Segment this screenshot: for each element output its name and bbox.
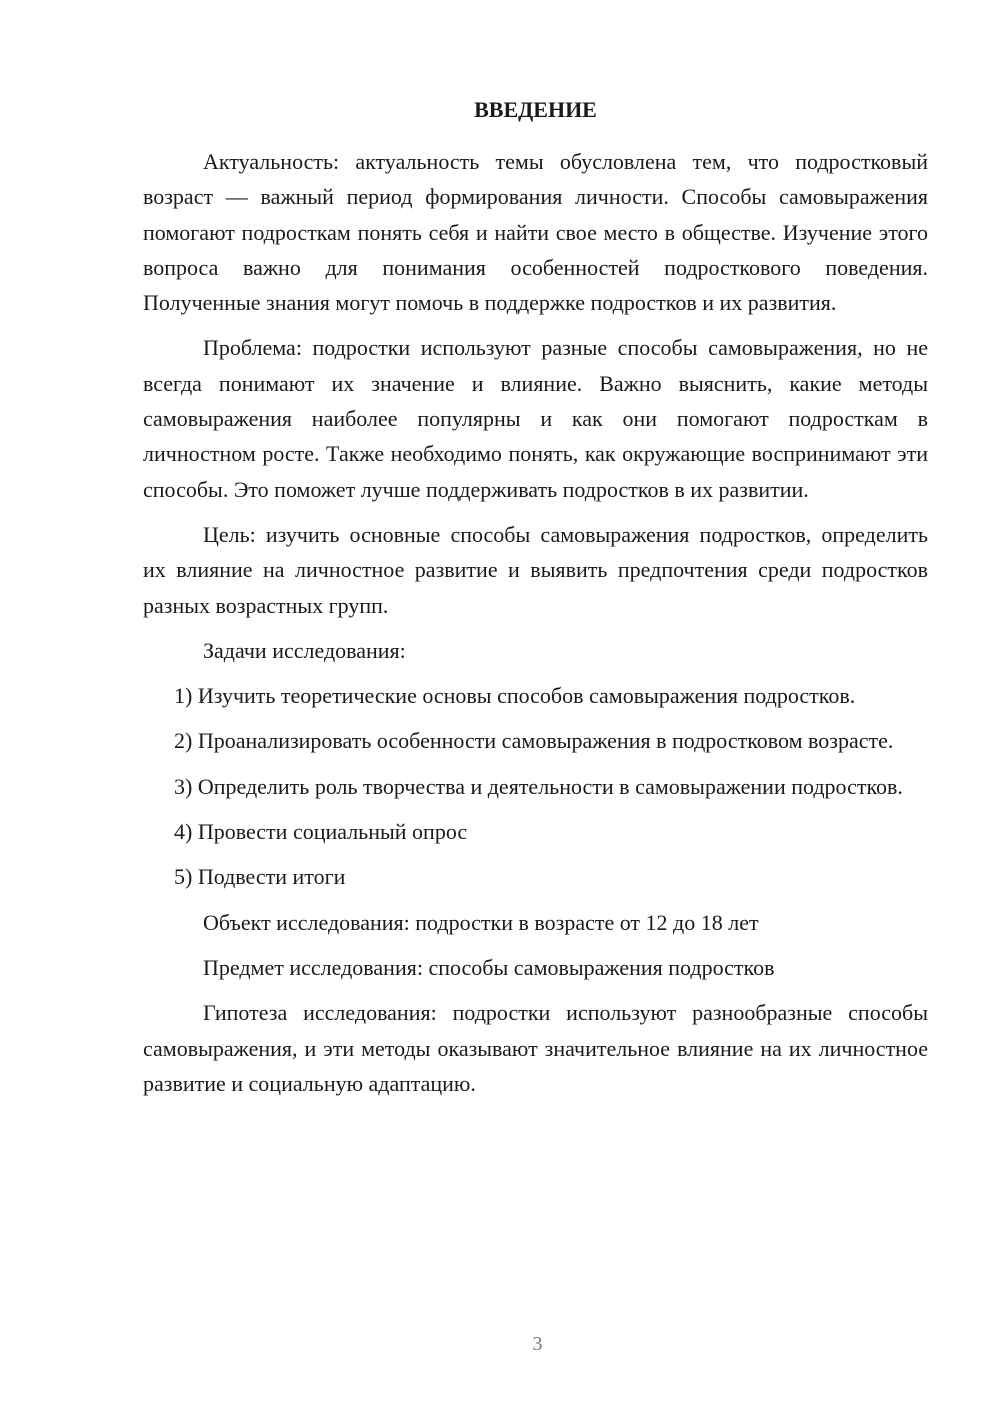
task-item-1: 1) Изучить теоретические основы способов самовыражения подростков. [174,683,856,709]
task-item-4: 4) Провести социальный опрос [174,819,468,845]
problem-paragraph: Проблема: подростки используют разные способы самовыражения, но не всегда понимают их значение и влияние. Важно выяснить, какие методы самовыражения наиболее популярны и как они помогают подросткам в личностном росте. Также необходимо понять, как окружающие воспринимают эти способы. Это поможет лучше поддерживать подростков в их развитии. [143,335,928,502]
subject-paragraph: Предмет исследования: способы самовыражения подростков [203,954,775,980]
hypothesis-paragraph: Гипотеза исследования: подростки используют разнообразные способы самовыражения, и эти методы оказывают значительное влияние на их личностное развитие и социальную адаптацию. [143,1000,928,1096]
page-title: ВВЕДЕНИЕ [474,97,597,122]
object-paragraph: Объект исследования: подростки в возрасте от 12 до 18 лет [203,909,759,935]
tasks-heading: Задачи исследования: [203,637,406,663]
page-number: 3 [532,1333,543,1355]
task-item-3: 3) Определить роль творчества и деятельности в самовыражении подростков. [174,773,903,799]
goal-paragraph: Цель: изучить основные способы самовыражения подростков, определить их влияние на личностное развитие и выявить предпочтения среди подростков разных возрастных групп. [143,521,928,618]
task-item-2: 2) Проанализировать особенности самовыражения в подростковом возрасте. [174,728,894,754]
page-content [143,92,928,1111]
relevance-paragraph: Актуальность: актуальность темы обусловлена тем, что подростковый возраст — важный период формирования личности. Способы самовыражения помогают подросткам понять себя и найти свое место в обществе. Изучение этого вопроса важно для понимания особенностей подросткового поведения. Полученные знания могут помочь в поддержке подростков и их развития. [143,149,928,316]
task-item-5: 5) Подвести итоги [174,864,346,890]
